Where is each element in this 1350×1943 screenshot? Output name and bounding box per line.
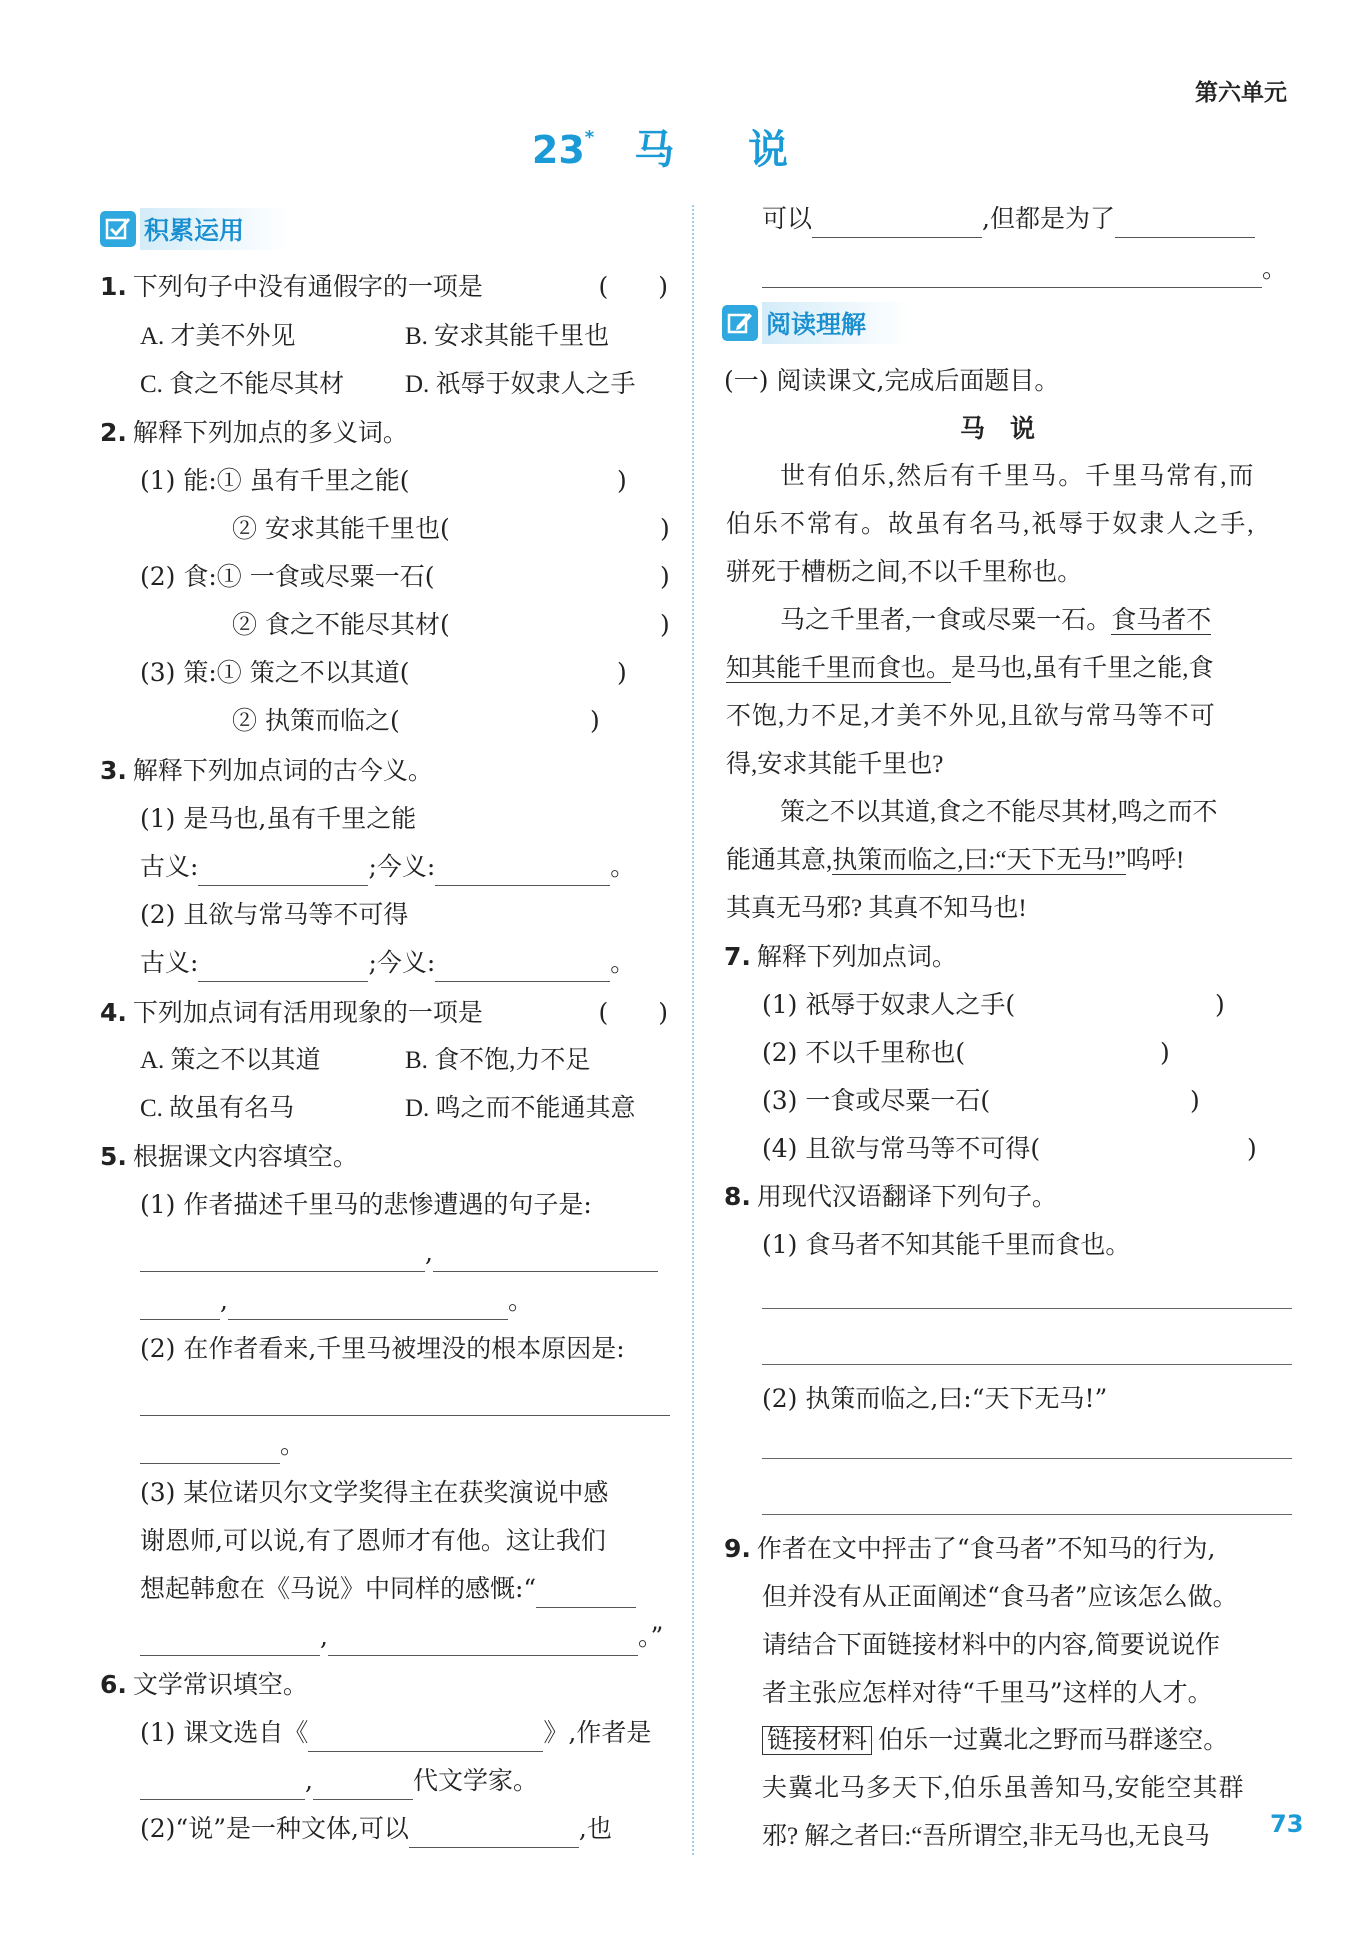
option-b: B. 安求其能千里也 xyxy=(405,323,610,350)
question-text: 文学常识填空。 xyxy=(132,1670,308,1699)
comma: , xyxy=(320,1622,328,1651)
q7-item-3: (3) 一食或尽粟一石( xyxy=(762,1086,991,1115)
q5-blank-row-1 xyxy=(140,1234,658,1272)
q2-item-5: (3) 策:① 策之不以其道( xyxy=(140,658,410,687)
q3-answer-row-1 xyxy=(140,848,635,886)
q5-sub-3b: 谢恩师,可以说,有了恩师才有他。这让我们 xyxy=(140,1526,606,1555)
lesson-star: * xyxy=(584,127,595,148)
q5-blank-row-5 xyxy=(140,1618,663,1656)
q9-material-1 xyxy=(762,1722,1228,1760)
answer-blank[interactable] xyxy=(140,1241,425,1272)
answer-blank[interactable] xyxy=(140,1385,670,1416)
question-text: 解释下列加点词的古今义。 xyxy=(132,756,433,785)
question-2 xyxy=(100,414,668,452)
q7-close-3: ) xyxy=(1190,1086,1200,1115)
ancient-meaning-blank[interactable] xyxy=(198,855,368,886)
close-quote: 。” xyxy=(637,1622,664,1651)
q8-sub-2: (2) 执策而临之,曰:“天下无马!” xyxy=(762,1384,1108,1413)
question-text: 解释下列加点的多义词。 xyxy=(132,418,408,447)
section-header-reading xyxy=(722,302,910,344)
period: 。 xyxy=(610,852,636,881)
q6-sub-1-cont xyxy=(140,1762,538,1800)
q9-line-3: 请结合下面链接材料中的内容,简要说说作 xyxy=(762,1630,1220,1659)
question-3 xyxy=(100,752,668,790)
question-text: 用现代汉语翻译下列句子。 xyxy=(756,1182,1057,1211)
q9-line-4: 者主张应怎样对待“千里马”这样的人才。 xyxy=(762,1678,1213,1707)
q2-item-4: ② 食之不能尽其材( xyxy=(232,610,450,639)
modern-meaning-blank[interactable] xyxy=(435,855,610,886)
q5-sub-3c-text: 想起韩愈在《马说》中同样的感慨:“ xyxy=(140,1574,537,1603)
page-number: 73 xyxy=(1270,1810,1304,1838)
lesson-title-text: 马 说 xyxy=(634,127,819,173)
q2-item-3: (2) 食:① 一食或尽粟一石( xyxy=(140,562,435,591)
q5-blank-row-2 xyxy=(140,1282,533,1320)
underlined-text: 食马者不 xyxy=(1111,607,1212,634)
question-text: 下列加点词有活用现象的一项是 xyxy=(132,998,483,1027)
check-icon xyxy=(100,211,136,247)
section-header-accumulation xyxy=(100,208,288,250)
question-6 xyxy=(100,1666,668,1704)
material-text: 伯乐一过冀北之野而马群遂空。 xyxy=(878,1727,1229,1754)
q6-sub-2-text4: ,但都是为了 xyxy=(982,204,1115,233)
passage-line: 策之不以其道,食之不能尽其材,鸣之而不 xyxy=(780,799,1218,826)
comma: , xyxy=(305,1766,313,1795)
passage-line xyxy=(726,842,1184,880)
question-number: 5. xyxy=(100,1142,127,1171)
question-number: 2. xyxy=(100,418,127,447)
q7-item-2: (2) 不以千里称也( xyxy=(762,1038,966,1067)
q5-blank-row-3 xyxy=(140,1378,670,1416)
period: 。 xyxy=(507,1286,533,1315)
q5-sub-3a: (3) 某位诺贝尔文学奖得主在获奖演说中感 xyxy=(140,1478,609,1507)
question-4 xyxy=(100,994,668,1032)
q3-sentence-2: (2) 且欲与常马等不可得 xyxy=(140,900,409,929)
answer-blank[interactable] xyxy=(433,1241,658,1272)
answer-blank[interactable] xyxy=(1115,207,1255,238)
passage-text: 是马也,虽有千里之能,食 xyxy=(951,655,1214,682)
question-number: 7. xyxy=(724,942,751,971)
q9-material-2: 夫冀北马多天下,伯乐虽善知马,安能空其群 xyxy=(762,1775,1245,1802)
answer-line[interactable] xyxy=(762,1458,1292,1459)
passage-title: 马 说 xyxy=(960,414,1036,443)
ancient-meaning-label: 古义: xyxy=(140,852,199,881)
q5-sub-1: (1) 作者描述千里马的悲惨遭遇的句子是: xyxy=(140,1190,592,1219)
passage-line: 得,安求其能千里也? xyxy=(726,751,944,778)
passage-text: 马之千里者,一食或尽粟一石。 xyxy=(780,607,1112,634)
passage-line: 骈死于槽枥之间,不以千里称也。 xyxy=(726,559,1083,586)
question-number: 8. xyxy=(724,1182,751,1211)
q2-close-6: ) xyxy=(590,706,600,735)
answer-line[interactable] xyxy=(762,1308,1292,1309)
q9-line-2: 但并没有从正面阐述“食马者”应该怎么做。 xyxy=(762,1582,1238,1611)
comma: , xyxy=(220,1286,228,1315)
passage-line: 不饱,力不足,才美不外见,且欲与常马等不可 xyxy=(726,703,1216,730)
modern-meaning-label: ;今义: xyxy=(368,948,436,977)
answer-blank[interactable] xyxy=(308,1721,543,1752)
option-c: C. 故虽有名马 xyxy=(140,1095,295,1122)
passage-line: 世有伯乐,然后有千里马。千里马常有,而 xyxy=(780,463,1256,490)
q9-material-3: 邪? 解之者曰:“吾所谓空,非无马也,无良马 xyxy=(762,1823,1210,1850)
option-b: B. 食不饱,力不足 xyxy=(405,1047,591,1074)
q7-item-4: (4) 且欲与常马等不可得( xyxy=(762,1134,1041,1163)
comma: , xyxy=(425,1238,433,1267)
q7-close-4: ) xyxy=(1247,1134,1257,1163)
question-text: 下列句子中没有通假字的一项是 xyxy=(132,272,483,301)
period: 。 xyxy=(610,948,636,977)
answer-paren[interactable]: ( ) xyxy=(598,272,668,301)
question-number: 6. xyxy=(100,1670,127,1699)
unit-label: 第六单元 xyxy=(1195,80,1287,106)
q7-close-1: ) xyxy=(1215,990,1225,1019)
q5-sub-2: (2) 在作者看来,千里马被埋没的根本原因是: xyxy=(140,1334,625,1363)
answer-blank[interactable] xyxy=(228,1289,508,1320)
q2-item-1: (1) 能:① 虽有千里之能( xyxy=(140,466,410,495)
q6-sub-2-cont2 xyxy=(762,250,1287,288)
q2-item-6: ② 执策而临之( xyxy=(232,706,400,735)
section-title: 积累运用 xyxy=(140,208,288,250)
q2-item-2: ② 安求其能千里也( xyxy=(232,514,450,543)
answer-blank[interactable] xyxy=(536,1577,636,1608)
option-d: D. 祇辱于奴隶人之手 xyxy=(405,371,636,398)
modern-meaning-label: ;今义: xyxy=(368,852,436,881)
underlined-text: 执策而临之,曰:“天下无马!” xyxy=(832,847,1126,874)
answer-line[interactable] xyxy=(762,1364,1292,1365)
period: 。 xyxy=(1262,254,1288,283)
q6-sub-2-text: (2)“说”是一种文体,可以 xyxy=(140,1814,409,1843)
q6-sub-1-text2: 》,作者是 xyxy=(543,1718,652,1747)
question-number: 9. xyxy=(724,1534,751,1563)
edit-icon xyxy=(722,305,758,341)
q3-sentence-1: (1) 是马也,虽有千里之能 xyxy=(140,804,417,833)
question-1 xyxy=(100,268,668,306)
answer-blank[interactable] xyxy=(140,1433,280,1464)
q7-close-2: ) xyxy=(1160,1038,1170,1067)
question-number: 4. xyxy=(100,998,127,1027)
question-text: 解释下列加点词。 xyxy=(756,942,957,971)
option-a: A. 策之不以其道 xyxy=(140,1047,321,1074)
option-a: A. 才美不外见 xyxy=(140,323,296,350)
ancient-meaning-label: 古义: xyxy=(140,948,199,977)
underlined-text: 知其能千里而食也。 xyxy=(726,655,952,682)
answer-blank[interactable] xyxy=(140,1625,320,1656)
q6-sub-1-text: (1) 课文选自《 xyxy=(140,1718,309,1747)
modern-meaning-blank[interactable] xyxy=(435,951,610,982)
question-number: 1. xyxy=(100,272,127,301)
q2-close-5: ) xyxy=(617,658,627,687)
passage-line: 伯乐不常有。故虽有名马,祇辱于奴隶人之手, xyxy=(726,511,1256,538)
answer-blank[interactable] xyxy=(762,257,1262,288)
lesson-title xyxy=(0,118,1350,175)
passage-text: 能通其意, xyxy=(726,847,833,874)
q3-answer-row-2 xyxy=(140,944,635,982)
passage-line xyxy=(726,650,1214,688)
lesson-number: 23 xyxy=(531,128,585,172)
q2-close-1: ) xyxy=(617,466,627,495)
material-tag: 链接材料 xyxy=(762,1726,872,1755)
answer-blank[interactable] xyxy=(328,1625,638,1656)
question-9 xyxy=(724,1530,1290,1568)
q6-sub-1 xyxy=(140,1714,651,1752)
q6-sub-2-text2: ,也 xyxy=(578,1814,612,1843)
answer-blank[interactable] xyxy=(140,1289,220,1320)
q5-sub-3c xyxy=(140,1570,636,1608)
answer-blank[interactable] xyxy=(409,1817,579,1848)
column-divider xyxy=(692,205,694,1855)
q2-close-3: ) xyxy=(660,562,670,591)
question-number: 3. xyxy=(100,756,127,785)
answer-line[interactable] xyxy=(762,1514,1292,1515)
section-title: 阅读理解 xyxy=(762,302,910,344)
option-c: C. 食之不能尽其材 xyxy=(140,371,345,398)
q6-sub-2-cont xyxy=(762,200,1255,238)
q7-item-1: (1) 祇辱于奴隶人之手( xyxy=(762,990,1016,1019)
q2-close-2: ) xyxy=(660,514,670,543)
question-8 xyxy=(724,1178,1290,1216)
period: 。 xyxy=(280,1430,306,1459)
question-text: 根据课文内容填空。 xyxy=(132,1142,358,1171)
q8-sub-1: (1) 食马者不知其能千里而食也。 xyxy=(762,1230,1131,1259)
ancient-meaning-blank[interactable] xyxy=(198,951,368,982)
reading-intro: (一) 阅读课文,完成后面题目。 xyxy=(724,366,1060,395)
q2-close-4: ) xyxy=(660,610,670,639)
passage-line: 其真无马邪? 其真不知马也! xyxy=(726,895,1027,922)
q6-sub-1-text3: 代文学家。 xyxy=(412,1766,538,1795)
q6-sub-2 xyxy=(140,1810,612,1848)
answer-blank[interactable] xyxy=(140,1769,305,1800)
question-text: 作者在文中抨击了“食马者”不知马的行为, xyxy=(756,1534,1216,1563)
answer-paren[interactable]: ( ) xyxy=(598,998,668,1027)
passage-line xyxy=(780,602,1211,640)
q6-sub-2-text3: 可以 xyxy=(762,204,813,233)
option-d: D. 鸣之而不能通其意 xyxy=(405,1095,636,1122)
question-7 xyxy=(724,938,1290,976)
passage-text: 呜呼! xyxy=(1125,847,1185,874)
answer-blank[interactable] xyxy=(313,1769,413,1800)
answer-blank[interactable] xyxy=(812,207,982,238)
q5-blank-row-4 xyxy=(140,1426,305,1464)
question-5 xyxy=(100,1138,668,1176)
